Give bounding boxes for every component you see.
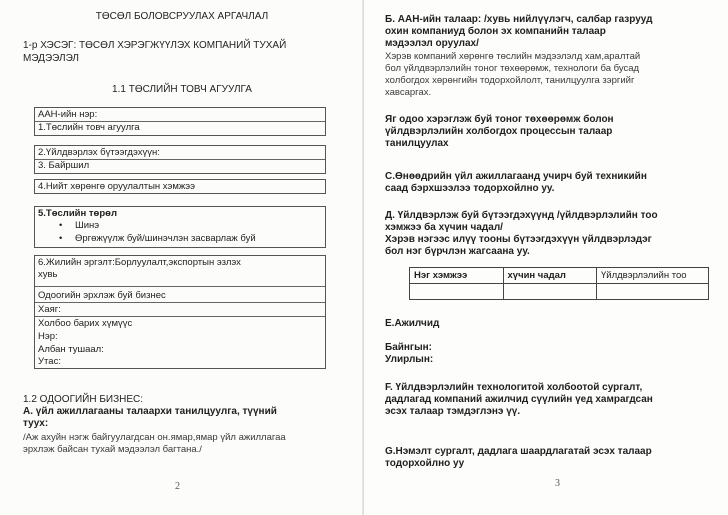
table-header-output: Үйлдвэрлэлийн тоо [597, 268, 709, 284]
table-row [410, 284, 709, 300]
location-label: 3. Байршил [38, 160, 90, 171]
section-f-line-2: дадлагад компаний ажилчид сүүлийн үед хамрагдсан [385, 394, 653, 405]
product-location-box [34, 145, 326, 174]
section-b-note-line-1: Хэрэв компаний хөрөнгө төслийн мэдээлэлд хам,аралтай [385, 51, 641, 62]
section-b-note-line-2: бол үйлдвэрлэлийн тоног төхөөрөмж, технологи ба бусад [385, 63, 640, 74]
project-type-box [34, 206, 326, 248]
section-a-note-line-2: эрхлэж байсан тухай мэдээлэл багтана./ [23, 444, 202, 455]
table-header-capacity: хүчин чадал [503, 268, 597, 284]
section-d-line-3: Хэрэв нэгээс илүү тооны бүтээгдэхүүн үйлдвэрлэдэг [385, 234, 652, 245]
box-divider [35, 302, 325, 303]
turnover-label-line-2: хувь [38, 269, 58, 280]
section-b-line-1: Б. ААН-ийн талаар: /хувь нийлүүлэгч, салбар газрууд [385, 14, 653, 25]
section-d-line-2: хэмжээ ба хүчин чадал/ [385, 222, 503, 233]
section-b-line-3: мэдээлэл оруулах/ [385, 38, 479, 49]
type-option-new: Шинэ [75, 220, 100, 231]
production-table [409, 267, 709, 300]
bullet-icon: • [59, 220, 63, 231]
turnover-label-line-1: 6.Жилийн эргэлт:Борлуулалт,экспортын эзлэх [38, 257, 241, 268]
section-f-line-3: эсэх талаар тэмдэглэнэ үү. [385, 406, 521, 417]
section-g-line-2: тодорхойлно уу [385, 458, 465, 469]
section-b-line-2: охин компаниуд болон эх компанийн талаар [385, 26, 606, 37]
chapter-title-line-2: МЭДЭЭЛЭЛ [23, 53, 79, 64]
table-cell [597, 284, 709, 300]
table-header-unit: Нэг хэмжээ [410, 268, 504, 284]
chapter-title-line-1: 1-р ХЭСЭГ: ТӨСӨЛ ХЭРЭГЖҮҮЛЭХ КОМПАНИЙ ТУХАЙ [23, 40, 287, 51]
bullet-icon: • [59, 233, 63, 244]
project-type-title: 5.Төслийн төрөл [38, 208, 118, 219]
address-label: Хаяг: [38, 304, 61, 315]
contacts-label: Холбоо барих хүмүүс [38, 318, 133, 329]
product-label: 2.Үйлдвэрлэх бүтээгдэхүүн: [38, 147, 160, 158]
section-title: 1.1 ТӨСЛИЙН ТОВЧ АГУУЛГА [112, 84, 252, 95]
section-b-note-line-3: холбогдох хөрөнгийн тодорхойлолт, танилцуулга зэргийг [385, 75, 635, 86]
investment-box [34, 179, 326, 194]
section-g-line-1: G.Нэмэлт сургалт, дадлага шаардлагатай эсэх талаар [385, 446, 652, 457]
staff-seasonal-label: Улирлын: [385, 354, 434, 365]
table-cell [410, 284, 504, 300]
contact-name-label: Нэр: [38, 331, 58, 342]
box-divider [35, 316, 325, 317]
box-divider [35, 286, 325, 287]
section-f-line-1: F. Үйлдвэрлэлийн технологитой холбоотой сургалт, [385, 382, 643, 393]
staff-permanent-label: Байнгын: [385, 342, 433, 353]
section-d-line-4: бол нэг бүрчлэн жагсаана уу. [385, 246, 530, 257]
project-summary-label: 1.Төслийн товч агуулга [38, 122, 140, 133]
table-header-row [410, 268, 709, 284]
investment-label: 4.Нийт хөрөнгө оруулалтын хэмжээ [38, 181, 195, 192]
section-a-title-line-1: А. үйл ажиллагааны талаархи танилцуулга, түүний [23, 406, 277, 417]
type-option-expansion: Өргөжүүлж буй/шинэчлэн засварлаж буй [75, 233, 256, 244]
equipment-line-1: Яг одоо хэрэглэж буй тоног төхөөрөмж болон [385, 114, 614, 125]
section-e-title: Е.Ажилчид [385, 318, 440, 329]
section-2-title: 1.2 ОДООГИЙН БИЗНЕС: [23, 394, 144, 405]
current-business-label: Одоогийн эрхлэж буй бизнес [38, 290, 166, 301]
section-c-line-2: саад бэрхшээлээ тодорхойлно уу. [385, 183, 555, 194]
document-header: ТӨСӨЛ БОЛОВСРУУЛАХ АРГАЧЛАЛ [95, 11, 269, 22]
phone-label: Утас: [38, 356, 61, 367]
table-cell [503, 284, 597, 300]
business-details-box [34, 255, 326, 369]
section-a-title-line-2: тууx: [23, 418, 49, 429]
section-c-line-1: С.Өнөөдрийн үйл ажиллагаанд учирч буй техникийн [385, 171, 647, 182]
section-b-note-line-4: хавсаргах. [385, 87, 432, 98]
section-a-note-line-1: /Аж ахуйн нэгж байгуулагдсан он.ямар,ямар үйл ажиллагаа [23, 432, 286, 443]
position-label: Албан тушаал: [38, 344, 104, 355]
company-name-label: ААН-ийн нэр: [38, 109, 98, 120]
section-d-line-1: Д. Үйлдвэрлэж буй бүтээгдэхүүнд /үйлдвэрлэлийн тоо [385, 210, 658, 221]
page-number: 3 [555, 478, 560, 489]
company-name-box [34, 107, 326, 136]
equipment-line-3: танилцуулах [385, 138, 449, 149]
right-page [364, 0, 728, 515]
equipment-line-2: үйлдвэрлэлийн холбогдох процессын талаар [385, 126, 613, 137]
page-number: 2 [175, 481, 180, 492]
